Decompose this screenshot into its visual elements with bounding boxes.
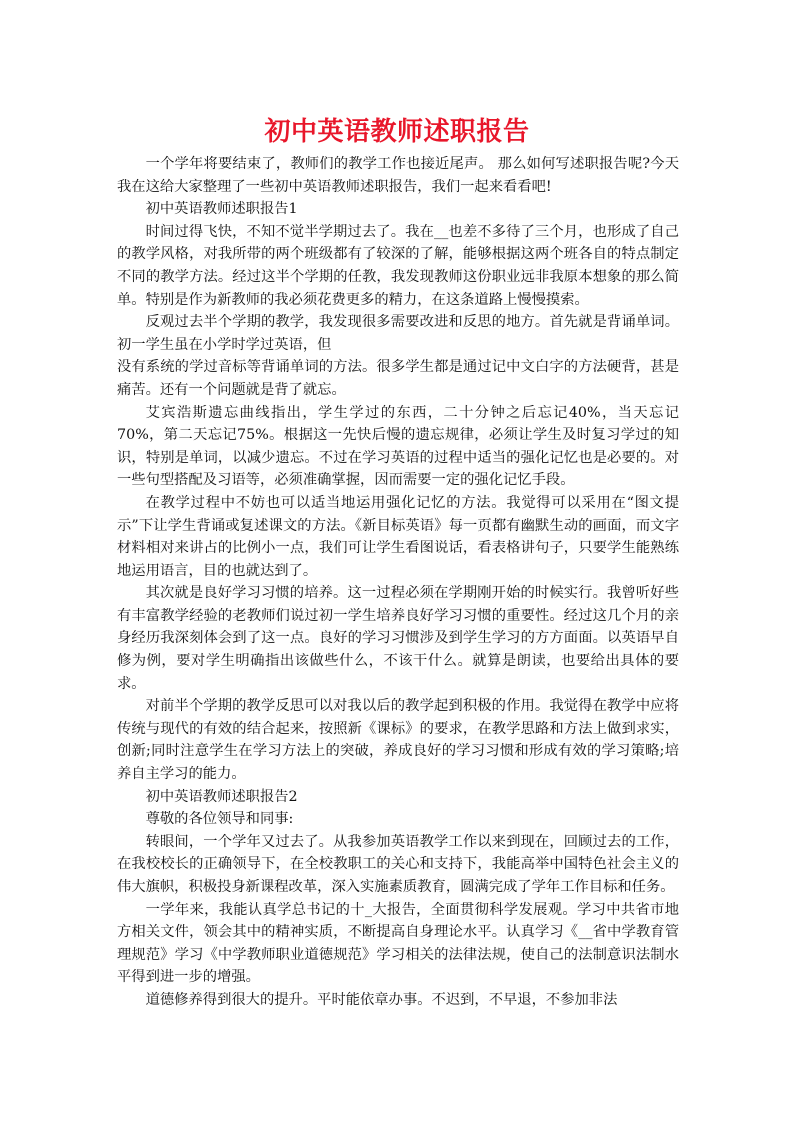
section-heading-report-1: 初中英语教师述职报告1: [145, 201, 298, 218]
document-title: 初中英语教师述职报告: [264, 117, 530, 147]
paragraph-continuation: 没有系统的学过音标等背诵单词的方法。很多学生都是通过记中文白字的方法硬背，甚是痛苦。还有一个问题就是背了就忘。: [117, 359, 679, 398]
paragraph-intro: 一个学年将要结束了，教师们的教学工作也接近尾声。 那么如何写述职报告呢?今天我在这给大家整理了一些初中英语教师述职报告，我们一起来看看吧!: [117, 156, 679, 195]
document-body: [117, 153, 679, 1012]
paragraph: 在教学过程中不妨也可以适当地运用强化记忆的方法。我觉得可以采用在“图文提示”下让学生背诵或复述课文的方法。《新目标英语》每一页都有幽默生动的画面，而文字材料相对来讲占的比例小一点，我们可让学生看图说话，看表格讲句子，只要学生能熟练地运用语言，目的也就达到了。: [117, 494, 679, 579]
paragraph: 转眼间，一个学年又过去了。从我参加英语教学工作以来到现在，回顾过去的工作，在我校校长的正确领导下，在全校教职工的关心和支持下，我能高举中国特色社会主义的伟大旗帜，积极投身新课程改革，深入实施素质教育，圆满完成了学年工作目标和任务。: [117, 833, 679, 895]
paragraph: 反观过去半个学期的教学，我发现很多需要改进和反思的地方。首先就是背诵单词。初一学生虽在小学时学过英语，但: [117, 314, 679, 353]
salutation: 尊敬的各位领导和同事:: [145, 811, 294, 828]
paragraph: 时间过得飞快，不知不觉半学期过去了。我在__也差不多待了三个月，也形成了自己的教学风格，对我所带的两个班级都有了较深的了解，能够根据这两个班各自的特点制定不同的教学方法。经过这半个学期的任教，我发现教师这份职业远非我原本想象的那么简单。特别是作为新教师的我必须花费更多的精力，在这条道路上慢慢摸索。: [117, 223, 679, 308]
paragraph: 道德修养得到很大的提升。平时能依章办事。不迟到，不早退，不参加非法: [145, 991, 618, 1008]
paragraph: 其次就是良好学习习惯的培养。这一过程必须在学期刚开始的时候实行。我曾听好些有丰富教学经验的老教师们说过初一学生培养良好学习习惯的重要性。经过这几个月的亲身经历我深刻体会到了这一点。良好的学习习惯涉及到学生学习的方方面面。以英语早自修为例，要对学生明确指出该做些什么，不该干什么。就算是朗读，也要给出具体的要求。: [117, 585, 679, 692]
paragraph: 对前半个学期的教学反思可以对我以后的教学起到积极的作用。我觉得在教学中应将传统与现代的有效的结合起来，按照新《课标》的要求，在教学思路和方法上做到求实，创新;同时注意学生在学习方法上的突破，养成良好的学习习惯和形成有效的学习策略;培养自主学习的能力。: [117, 698, 679, 783]
paragraph: 一学年来，我能认真学总书记的十_大报告，全面贯彻科学发展观。学习中共省市地方相关文件，领会其中的精神实质，不断提高自身理论水平。认真学习《__省中学教育管理规范》学习《中学教师职业道德规范》学习相关的法律法规，使自己的法制意识法制水平得到进一步的增强。: [117, 901, 679, 986]
paragraph: 艾宾浩斯遗忘曲线指出，学生学过的东西，二十分钟之后忘记40%，当天忘记70%，第二天忘记75%。根据这一先快后慢的遗忘规律，必须让学生及时复习学过的知识，特别是单词，以减少遗忘。不过在学习英语的过程中适当的强化记忆也是必要的。对一些句型搭配及习语等，必须准确掌握，因而需要一定的强化记忆手段。: [117, 404, 679, 489]
section-heading-report-2: 初中英语教师述职报告2: [145, 788, 298, 805]
